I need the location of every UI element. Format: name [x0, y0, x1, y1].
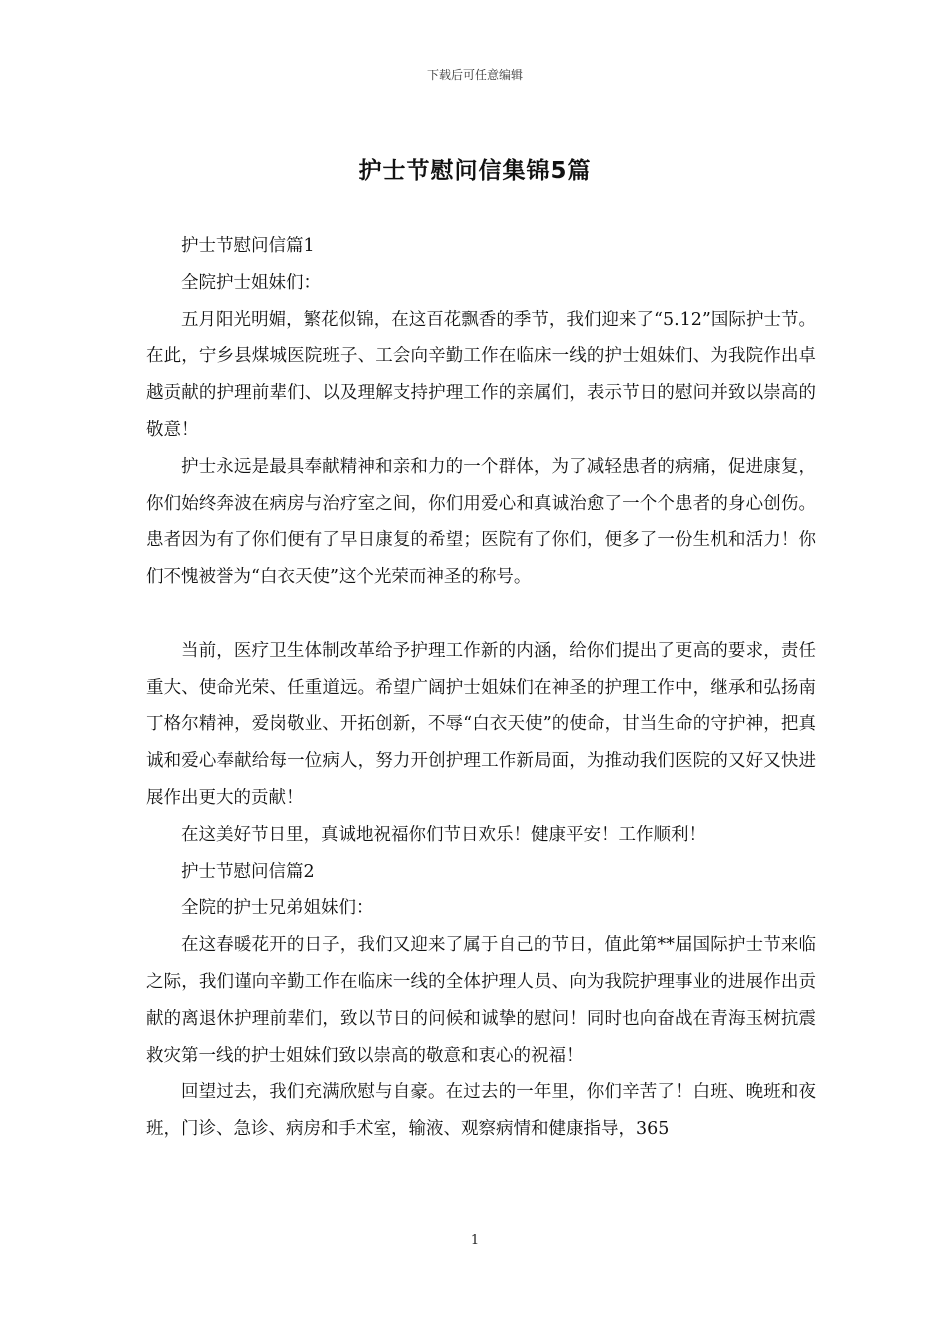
- body-paragraph: 五月阳光明媚，繁花似锦，在这百花飘香的季节，我们迎来了“5.12”国际护士节。在此，宁乡县煤城医院班子、工会向辛勤工作在临床一线的护士姐妹们、为我院作出卓越贡献的护理前辈们、以及理解支持护理工作的亲属们，表示节日的慰问并致以崇高的敬意！: [146, 309, 816, 440]
- body-paragraph: 在这春暖花开的日子，我们又迎来了属于自己的节日，值此第**届国际护士节来临之际，我们谨向辛勤工作在临床一线的全体护理人员、向为我院护理事业的进展作出贡献的离退休护理前辈们，致以节日的问候和诚挚的慰问！同时也向奋战在青海玉树抗震救灾第一线的护士姐妹们致以崇高的敬意和衷心的祝福！: [146, 935, 816, 1066]
- body-paragraph: 护士永远是最具奉献精神和亲和力的一个群体，为了减轻患者的病痛，促进康复，你们始终奔波在病房与治疗室之间，你们用爱心和真诚治愈了一个个患者的身心创伤。患者因为有了你们便有了早日康复的希望；医院有了你们，便多了一份生机和活力！你们不愧被誉为“白衣天使”这个光荣而神圣的称号。: [146, 456, 816, 588]
- salutation-2: 全院的护士兄弟姐妹们：: [181, 898, 374, 919]
- page-number: 1: [470, 1233, 480, 1248]
- closing-line: 在这美好节日里，真诚地祝福你们节日欢乐！健康平安！工作顺利！: [181, 824, 706, 845]
- section-heading-2: 护士节慰问信篇2: [181, 861, 315, 882]
- page-header: 下载后可任意编辑: [426, 68, 523, 82]
- document-body: [146, 228, 816, 1148]
- document-title: 护士节慰问信集锦5篇: [358, 158, 592, 184]
- section-heading-1: 护士节慰问信篇1: [181, 236, 315, 256]
- body-paragraph: 回望过去，我们充满欣慰与自豪。在过去的一年里，你们辛苦了！白班、晚班和夜班，门诊、急诊、病房和手术室，输液、观察病情和健康指导，365: [146, 1082, 816, 1140]
- body-paragraph: 当前，医疗卫生体制改革给予护理工作新的内涵，给你们提出了更高的要求，责任重大、使命光荣、任重道远。希望广阔护士姐妹们在神圣的护理工作中，继承和弘扬南丁格尔精神，爱岗敬业、开拓创新，不辱“白衣天使”的使命，甘当生命的守护神，把真诚和爱心奉献给每一位病人，努力开创护理工作新局面，为推动我们医院的又好又快进展作出更大的贡献！: [146, 640, 816, 808]
- salutation-1: 全院护士姐妹们：: [181, 272, 321, 293]
